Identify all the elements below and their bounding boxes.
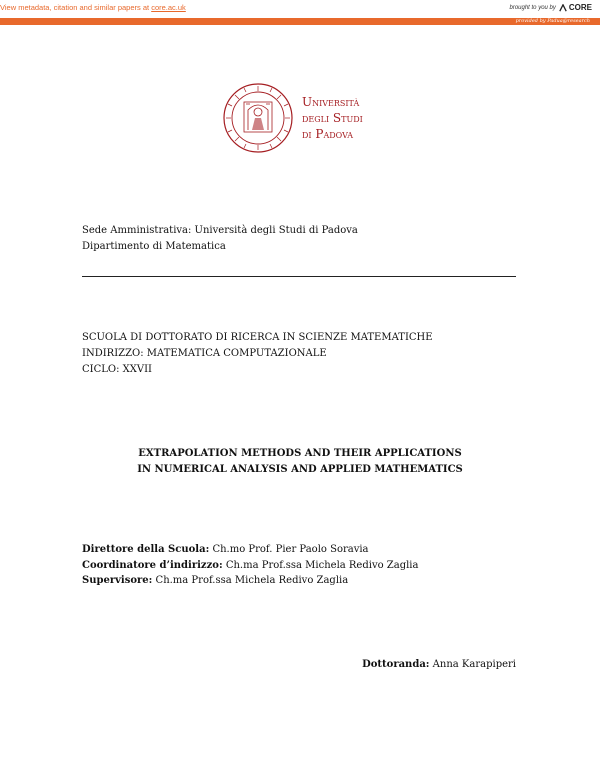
core-brought-by [510,3,593,12]
scuola-line: SCUOLA DI DOTTORATO DI RICERCA IN SCIENZE MATEMATICHE [82,332,433,343]
core-banner [0,0,600,18]
core-logo-icon [559,4,567,12]
direttore-value: Ch.mo Prof. Pier Paolo Soravia [209,544,369,555]
core-metadata-text [0,3,186,12]
sede-amministrativa: Sede Amministrativa: Università degli Studi di Padova [82,225,358,236]
horizontal-rule [82,276,516,277]
dipartimento: Dipartimento di Matematica [82,241,226,252]
direttore-label: Direttore della Scuola: [82,544,210,555]
brought-by-text: brought to you by [509,4,556,11]
supervisore-label: Supervisore: [82,575,153,586]
university-name [302,94,363,142]
core-orange-bar [0,18,600,25]
scuola-block [82,330,433,378]
people-block [82,542,418,589]
sede-block [82,223,358,255]
coordinatore-value: Ch.ma Prof.ssa Michela Redivo Zaglia [222,559,419,571]
ciclo-line: CICLO: XXVII [82,364,152,375]
thesis-title [82,446,518,478]
provided-by-text: provided by Padua@research [515,18,590,24]
core-logo-text: CORE [568,3,592,12]
thesis-title-line2: IN NUMERICAL ANALYSIS AND APPLIED MATHEMATICS [137,464,463,475]
university-name-line1: Università [302,95,360,109]
direttore-line [82,542,418,558]
core-link-prefix: View metadata, citation and similar papers at [0,3,152,12]
dottoranda-label: Dottoranda: [362,659,430,670]
supervisore-line [82,573,418,589]
supervisore-value: Ch.ma Prof.ssa Michela Redivo Zaglia [152,575,349,586]
core-link[interactable]: core.ac.uk [151,3,186,12]
indirizzo-line: INDIRIZZO: MATEMATICA COMPUTAZIONALE [82,348,327,359]
dottoranda-value: Anna Karapiperi [429,659,516,670]
university-logo [222,82,382,154]
coordinatore-line [82,558,418,574]
core-logo[interactable] [559,3,592,12]
coordinatore-label: Coordinatore d’indirizzo: [82,559,223,571]
thesis-title-line1: EXTRAPOLATION METHODS AND THEIR APPLICATIONS [138,448,462,459]
dottoranda-line [362,657,516,673]
university-seal-icon [222,82,294,154]
university-name-line2: degli Studi [302,111,363,125]
university-name-line3: di Padova [302,127,354,141]
